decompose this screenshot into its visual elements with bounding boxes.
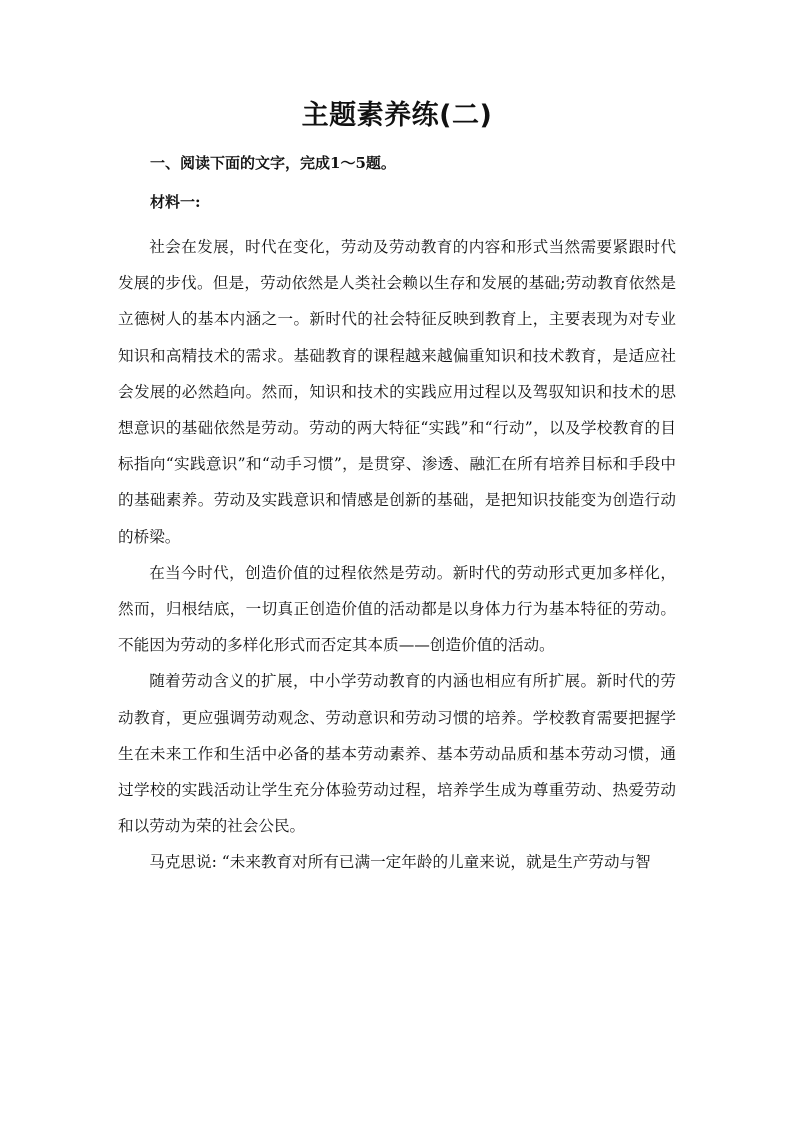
paragraph: 在当今时代，创造价值的过程依然是劳动。新时代的劳动形式更加多样化，然而，归根结底，一切真正创造价值的活动都是以身体力行为基本特征的劳动。不能因为劳动的多样化形式而否定其本质——创造价值的活动。 <box>118 563 676 655</box>
paragraph: 社会在发展，时代在变化，劳动及劳动教育的内容和形式当然需要紧跟时代发展的步伐。但是，劳动依然是人类社会赖以生存和发展的基础;劳动教育依然是立德树人的基本内涵之一。新时代的社会特征反映到教育上，主要表现为对专业知识和高精技术的需求。基础教育的课程越来越偏重知识和技术教育，是适应社会发展的必然趋向。然而，知识和技术的实践应用过程以及驾驭知识和技术的思想意识的基础依然是劳动。劳动的两大特征“实践”和“行动”，以及学校教育的目标指向“实践意识”和“动手习惯”，是贯穿、渗透、融汇在所有培养目标和手段中的基础素养。劳动及实践意识和情感是创新的基础，是把知识技能变为创造行动的桥梁。 <box>118 238 676 546</box>
document-title: 主题素养练(二) <box>301 100 493 131</box>
article-body <box>118 229 676 881</box>
paragraph: 随着劳动含义的扩展，中小学劳动教育的内涵也相应有所扩展。新时代的劳动教育，更应强调劳动观念、劳动意识和劳动习惯的培养。学校教育需要把握学生在未来工作和生活中必备的基本劳动素养、基本劳动品质和基本劳动习惯，通过学校的实践活动让学生充分体验劳动过程，培养学生成为尊重劳动、热爱劳动和以劳动为荣的社会公民。 <box>118 672 676 836</box>
paragraph: 马克思说: “未来教育对所有已满一定年龄的儿童来说，就是生产劳动与智 <box>149 853 651 872</box>
material-label: 材料一: <box>150 193 201 211</box>
question-instruction: 一、阅读下面的文字，完成1～5题。 <box>150 154 396 172</box>
